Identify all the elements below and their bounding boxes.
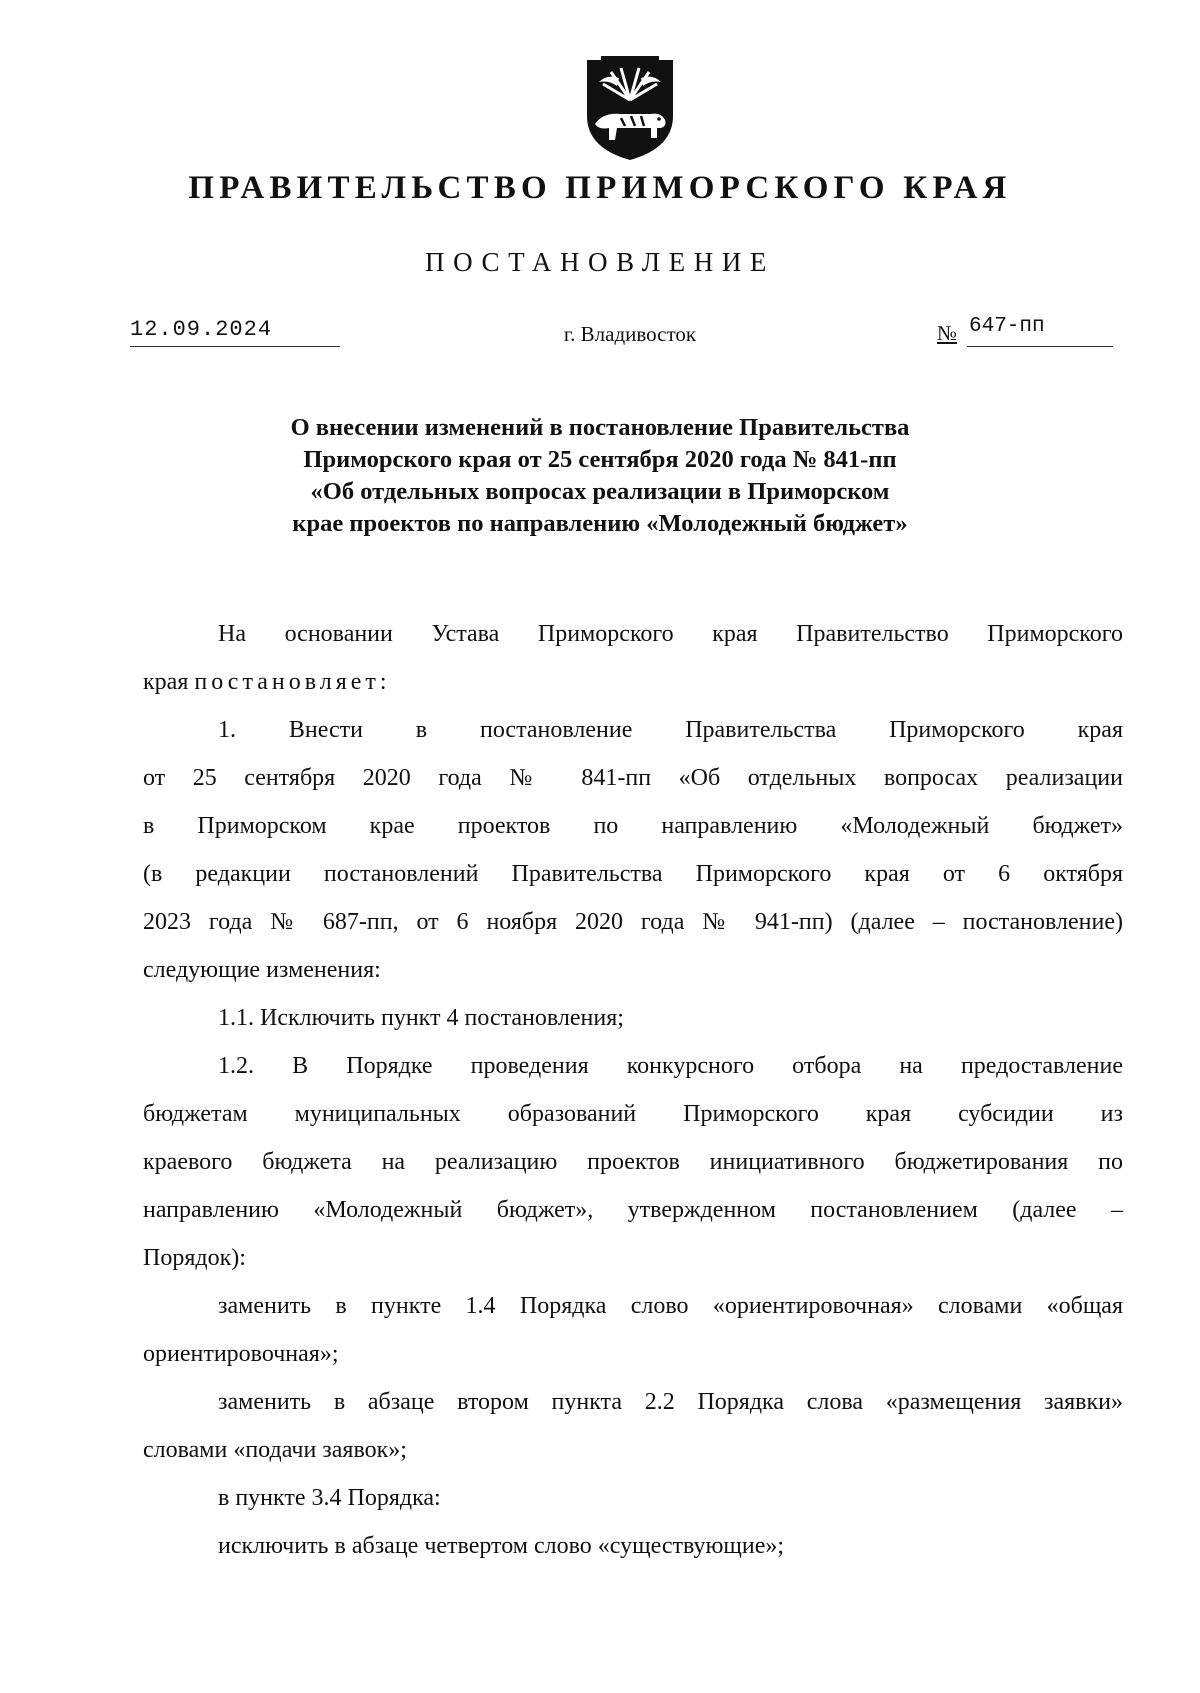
document-number: 647-пп [969,315,1045,338]
body-line: (в редакции постановлений Правительства Приморского края от 6 октября [143,861,1123,887]
government-title: ПРАВИТЕЛЬСТВО ПРИМОРСКОГО КРАЯ [188,170,1012,206]
number-field [937,316,1113,346]
body-line: в пункте 3.4 Порядка: [218,1485,441,1511]
body-line: в Приморском крае проектов по направлению «Молодежный бюджет» [143,813,1123,839]
body-line: 1. Внести в постановление Правительства Приморского края [218,717,1123,743]
date-field [130,316,340,347]
body-line: заменить в абзаце втором пункта 2.2 Порядка слова «размещения заявки» [218,1389,1123,1415]
body-line: Порядок): [143,1245,246,1271]
body-line: заменить в пункте 1.4 Порядка слово «ориентировочная» словами «общая [218,1293,1123,1319]
subject-line: «Об отдельных вопросах реализации в Приморском [310,478,890,505]
body-line: На основании Устава Приморского края Правительство Приморского [218,621,1123,647]
body-line: от 25 сентября 2020 года № 841-пп «Об отдельных вопросах реализации [143,765,1123,791]
subject-line: крае проектов по направлению «Молодежный бюджет» [292,510,908,537]
body-line: краевого бюджета на реализацию проектов инициативного бюджетирования по [143,1149,1123,1175]
coat-of-arms-tiger-icon [581,56,679,162]
body-line: следующие изменения: [143,957,381,983]
body-line: исключить в абзаце четвертом слово «существующие»; [218,1533,785,1559]
body-line [143,658,1123,706]
body-line-start: края [143,669,195,695]
body-line: 1.1. Исключить пункт 4 постановления; [218,1005,624,1031]
body-line: направлению «Молодежный бюджет», утвержденном постановлением (далее – [143,1197,1123,1223]
body-line: 2023 года № 687-пп, от 6 ноября 2020 года № 941-пп) (далее – постановление) [143,909,1123,935]
document-type: ПОСТАНОВЛЕНИЕ [424,247,776,277]
document-subject [0,412,1200,540]
document-body [143,610,1123,1570]
body-line: словами «подачи заявок»; [143,1437,407,1463]
spaced-word: постановляет: [194,669,391,695]
number-underline [967,316,1113,347]
number-sign: № [937,321,958,345]
city-label: г. Владивосток [563,322,697,346]
body-line: 1.2. В Порядке проведения конкурсного отбора на предоставление [218,1053,1123,1079]
subject-line: Приморского края от 25 сентября 2020 года № 841-пп [303,446,897,473]
subject-line: О внесении изменений в постановление Правительства [290,414,910,441]
body-line: бюджетам муниципальных образований Приморского края субсидии из [143,1101,1123,1127]
document-date: 12.09.2024 [130,317,273,342]
body-line: ориентировочная»; [143,1341,339,1367]
